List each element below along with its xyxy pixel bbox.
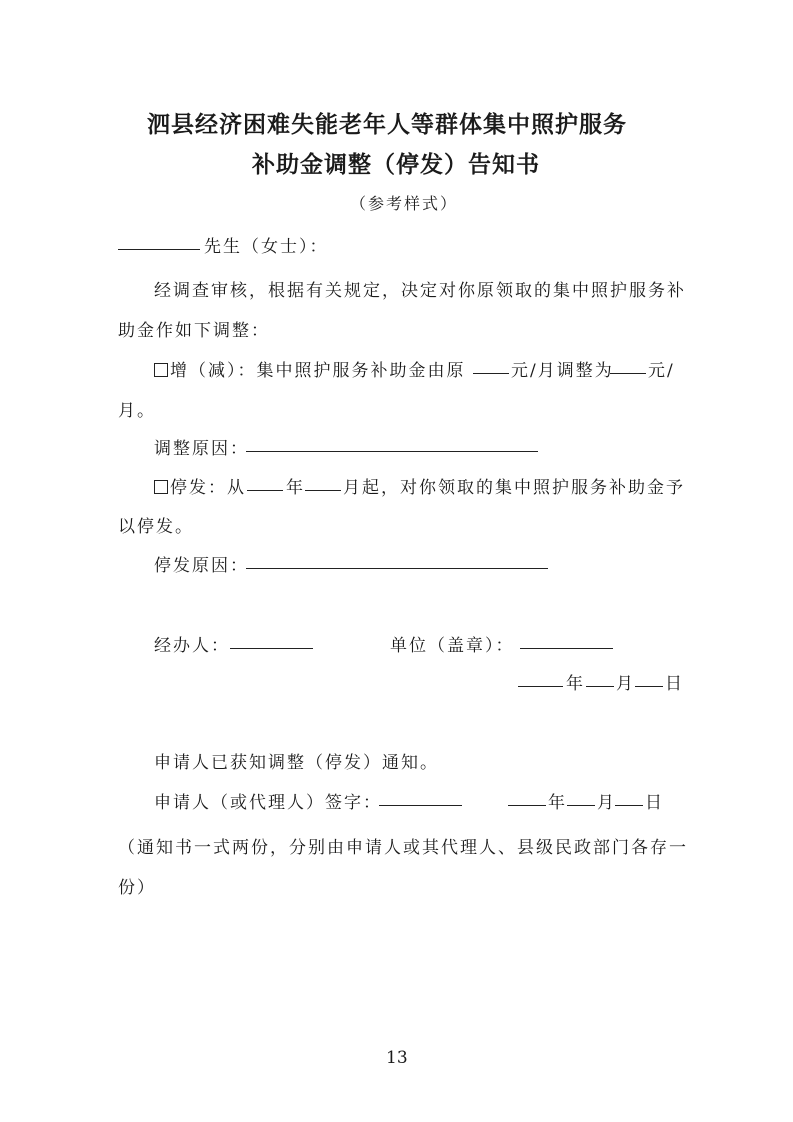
- adjust-checkbox[interactable]: [154, 363, 168, 377]
- original-amount-blank[interactable]: [473, 373, 509, 374]
- applicant-month-label: 月: [597, 793, 616, 813]
- adjust-option-line1: [154, 356, 466, 381]
- handler-label: 经办人：: [154, 636, 230, 656]
- document-title-line2: 补助金调整（停发）告知书: [252, 151, 540, 178]
- stop-reason-blank[interactable]: [246, 568, 548, 569]
- stop-label-a: 停发：从: [170, 478, 246, 498]
- adjust-option-line2: 月。: [118, 401, 156, 421]
- applicant-day-blank[interactable]: [615, 805, 643, 806]
- applicant-signature-label: 申请人（或代理人）签字：: [154, 793, 382, 813]
- stop-month-blank[interactable]: [305, 490, 341, 491]
- intro-line1: 经调查审核，根据有关规定，决定对你原领取的集中照护服务补: [154, 281, 686, 301]
- handler-blank[interactable]: [230, 648, 313, 649]
- signoff-year-label: 年: [566, 674, 585, 694]
- signoff-month-blank[interactable]: [586, 686, 614, 687]
- note-line2: 份）: [118, 878, 156, 898]
- adjust-reason-blank[interactable]: [246, 451, 538, 452]
- salutation: 先生（女士）：: [204, 237, 329, 257]
- new-amount-blank[interactable]: [610, 373, 646, 374]
- applicant-month-blank[interactable]: [567, 805, 595, 806]
- adjust-reason-label: 调整原因：: [154, 439, 249, 459]
- stop-reason-label: 停发原因：: [154, 556, 249, 576]
- applicant-year-blank[interactable]: [508, 805, 546, 806]
- signoff-day-blank[interactable]: [635, 686, 663, 687]
- applicant-signature-blank[interactable]: [379, 805, 462, 806]
- intro-line2: 助金作如下调整：: [118, 321, 270, 341]
- recipient-name-blank[interactable]: [118, 249, 200, 250]
- stop-option-line2: 以停发。: [118, 517, 194, 537]
- stop-option-line1: [154, 473, 246, 498]
- adjust-label-c: 元/: [648, 361, 675, 381]
- unit-seal-label: 单位（盖章）：: [390, 636, 515, 656]
- signoff-year-blank[interactable]: [518, 686, 563, 687]
- stop-year-label: 年: [286, 478, 305, 498]
- applicant-notice: 申请人已获知调整（停发）通知。: [154, 753, 439, 773]
- stop-label-c: 月起，对你领取的集中照护服务补助金予: [343, 478, 685, 498]
- unit-seal-blank[interactable]: [520, 648, 613, 649]
- applicant-day-label: 日: [645, 793, 664, 813]
- adjust-label-b: 元/月调整为: [511, 361, 614, 381]
- signoff-day-label: 日: [665, 674, 684, 694]
- applicant-year-label: 年: [548, 793, 567, 813]
- adjust-label-a: 增（减）：集中照护服务补助金由原: [170, 361, 466, 381]
- document-subtitle: （参考样式）: [350, 194, 459, 213]
- stop-checkbox[interactable]: [154, 480, 168, 494]
- document-title-line1: 泗县经济困难失能老年人等群体集中照护服务: [147, 111, 627, 138]
- signoff-month-label: 月: [616, 674, 635, 694]
- page-number: 13: [386, 1048, 408, 1068]
- stop-year-blank[interactable]: [247, 490, 283, 491]
- note-line1: （通知书一式两份，分别由申请人或其代理人、县级民政部门各存一: [118, 838, 688, 858]
